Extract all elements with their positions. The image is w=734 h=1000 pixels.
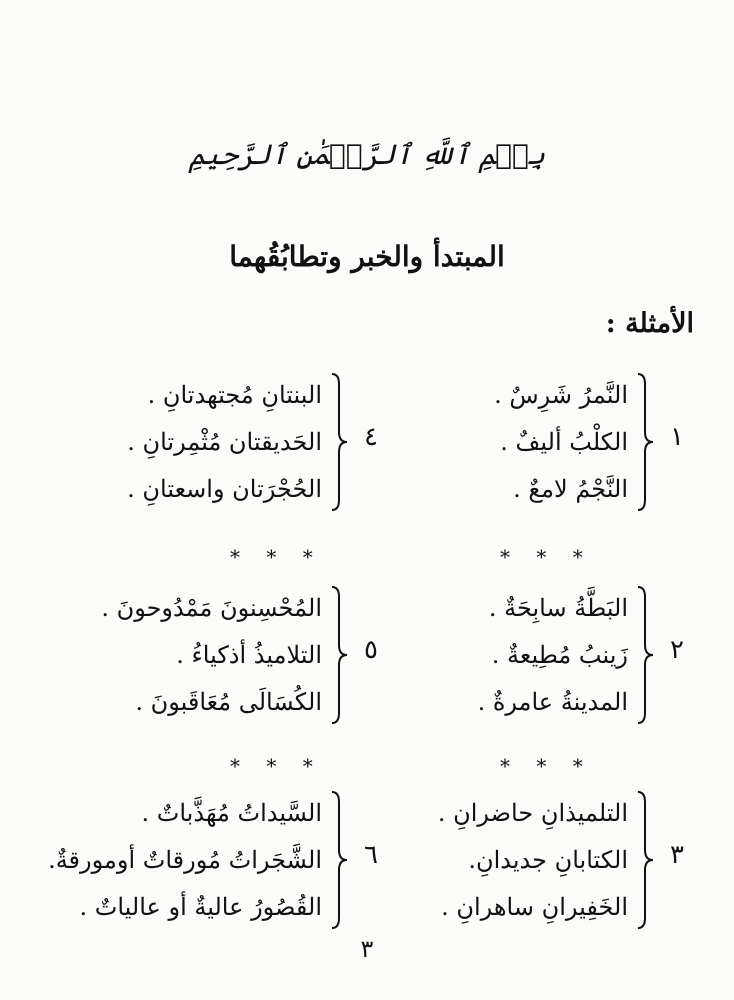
example-sentence: الكلْبُ أليفٌ . — [500, 428, 628, 456]
example-sentence: الحَديقتان مُثْمِرتانِ . — [127, 428, 322, 456]
example-group-3 — [362, 790, 692, 938]
separator-stars: * * * — [230, 754, 323, 778]
brace-icon — [328, 372, 350, 512]
examples-label: الأمثلة : — [605, 308, 694, 339]
example-sentence: التلاميذُ أذكياءُ . — [176, 641, 322, 669]
example-lines — [52, 585, 322, 726]
example-sentence: الشَّجَراتُ مُورقاتٌ أومورقةٌ. — [48, 846, 322, 874]
example-sentence: السَّيداتُ مُهَذَّباتٌ . — [141, 799, 322, 827]
group-number: ٦ — [364, 840, 378, 870]
example-lines — [52, 372, 322, 513]
brace-icon — [634, 585, 656, 725]
example-sentence: التلميذانِ حاضرانِ . — [437, 799, 628, 827]
example-sentence: البَطَّةُ سابِحَةٌ . — [488, 594, 628, 622]
group-number: ٤ — [364, 422, 378, 452]
example-group-6 — [48, 790, 386, 938]
basmala-heading: بِسۡمِ ٱللَّهِ ٱلرَّحۡمَٰنِ ٱلرَّحِيمِ — [188, 138, 546, 171]
page-title: المبتدأ والخبر وتطابُقُهما — [229, 240, 505, 273]
separator-stars: * * * — [500, 754, 593, 778]
page-number: ٣ — [360, 935, 374, 963]
example-lines — [358, 585, 628, 726]
example-group-4 — [56, 372, 386, 520]
example-sentence: القُصُورُ عاليةٌ أو عالياتٌ . — [79, 893, 322, 921]
example-group-2 — [362, 585, 692, 733]
example-lines — [358, 372, 628, 513]
example-sentence: النَّجْمُ لامعٌ . — [513, 475, 628, 503]
example-sentence: الكُسَالَى مُعَاقَبونَ . — [135, 688, 322, 716]
example-lines — [358, 790, 628, 931]
brace-icon — [634, 372, 656, 512]
group-number: ٥ — [364, 635, 378, 665]
example-lines — [48, 790, 322, 931]
group-number: ١ — [670, 422, 684, 452]
example-group-1 — [362, 372, 692, 520]
example-sentence: النَّمرُ شَرِسٌ . — [494, 381, 628, 409]
separator-stars: * * * — [500, 545, 593, 569]
brace-icon — [328, 585, 350, 725]
example-sentence: الكتابانِ جديدانِ. — [468, 846, 628, 874]
separator-stars: * * * — [230, 545, 323, 569]
example-sentence: الخَفِيرانِ ساهرانِ . — [441, 893, 628, 921]
example-sentence: الحُجْرَتان واسعتانِ . — [127, 475, 322, 503]
brace-icon — [634, 790, 656, 930]
example-sentence: زَينبُ مُطِيعةٌ . — [491, 641, 628, 669]
group-number: ٣ — [670, 840, 684, 870]
example-sentence: المدينةُ عامرةٌ . — [477, 688, 628, 716]
brace-icon — [328, 790, 350, 930]
example-sentence: المُحْسِنونَ مَمْدُوحونَ . — [101, 594, 322, 622]
example-group-5 — [56, 585, 386, 733]
example-sentence: البنتانِ مُجتهدتانِ . — [147, 381, 322, 409]
group-number: ٢ — [670, 635, 684, 665]
